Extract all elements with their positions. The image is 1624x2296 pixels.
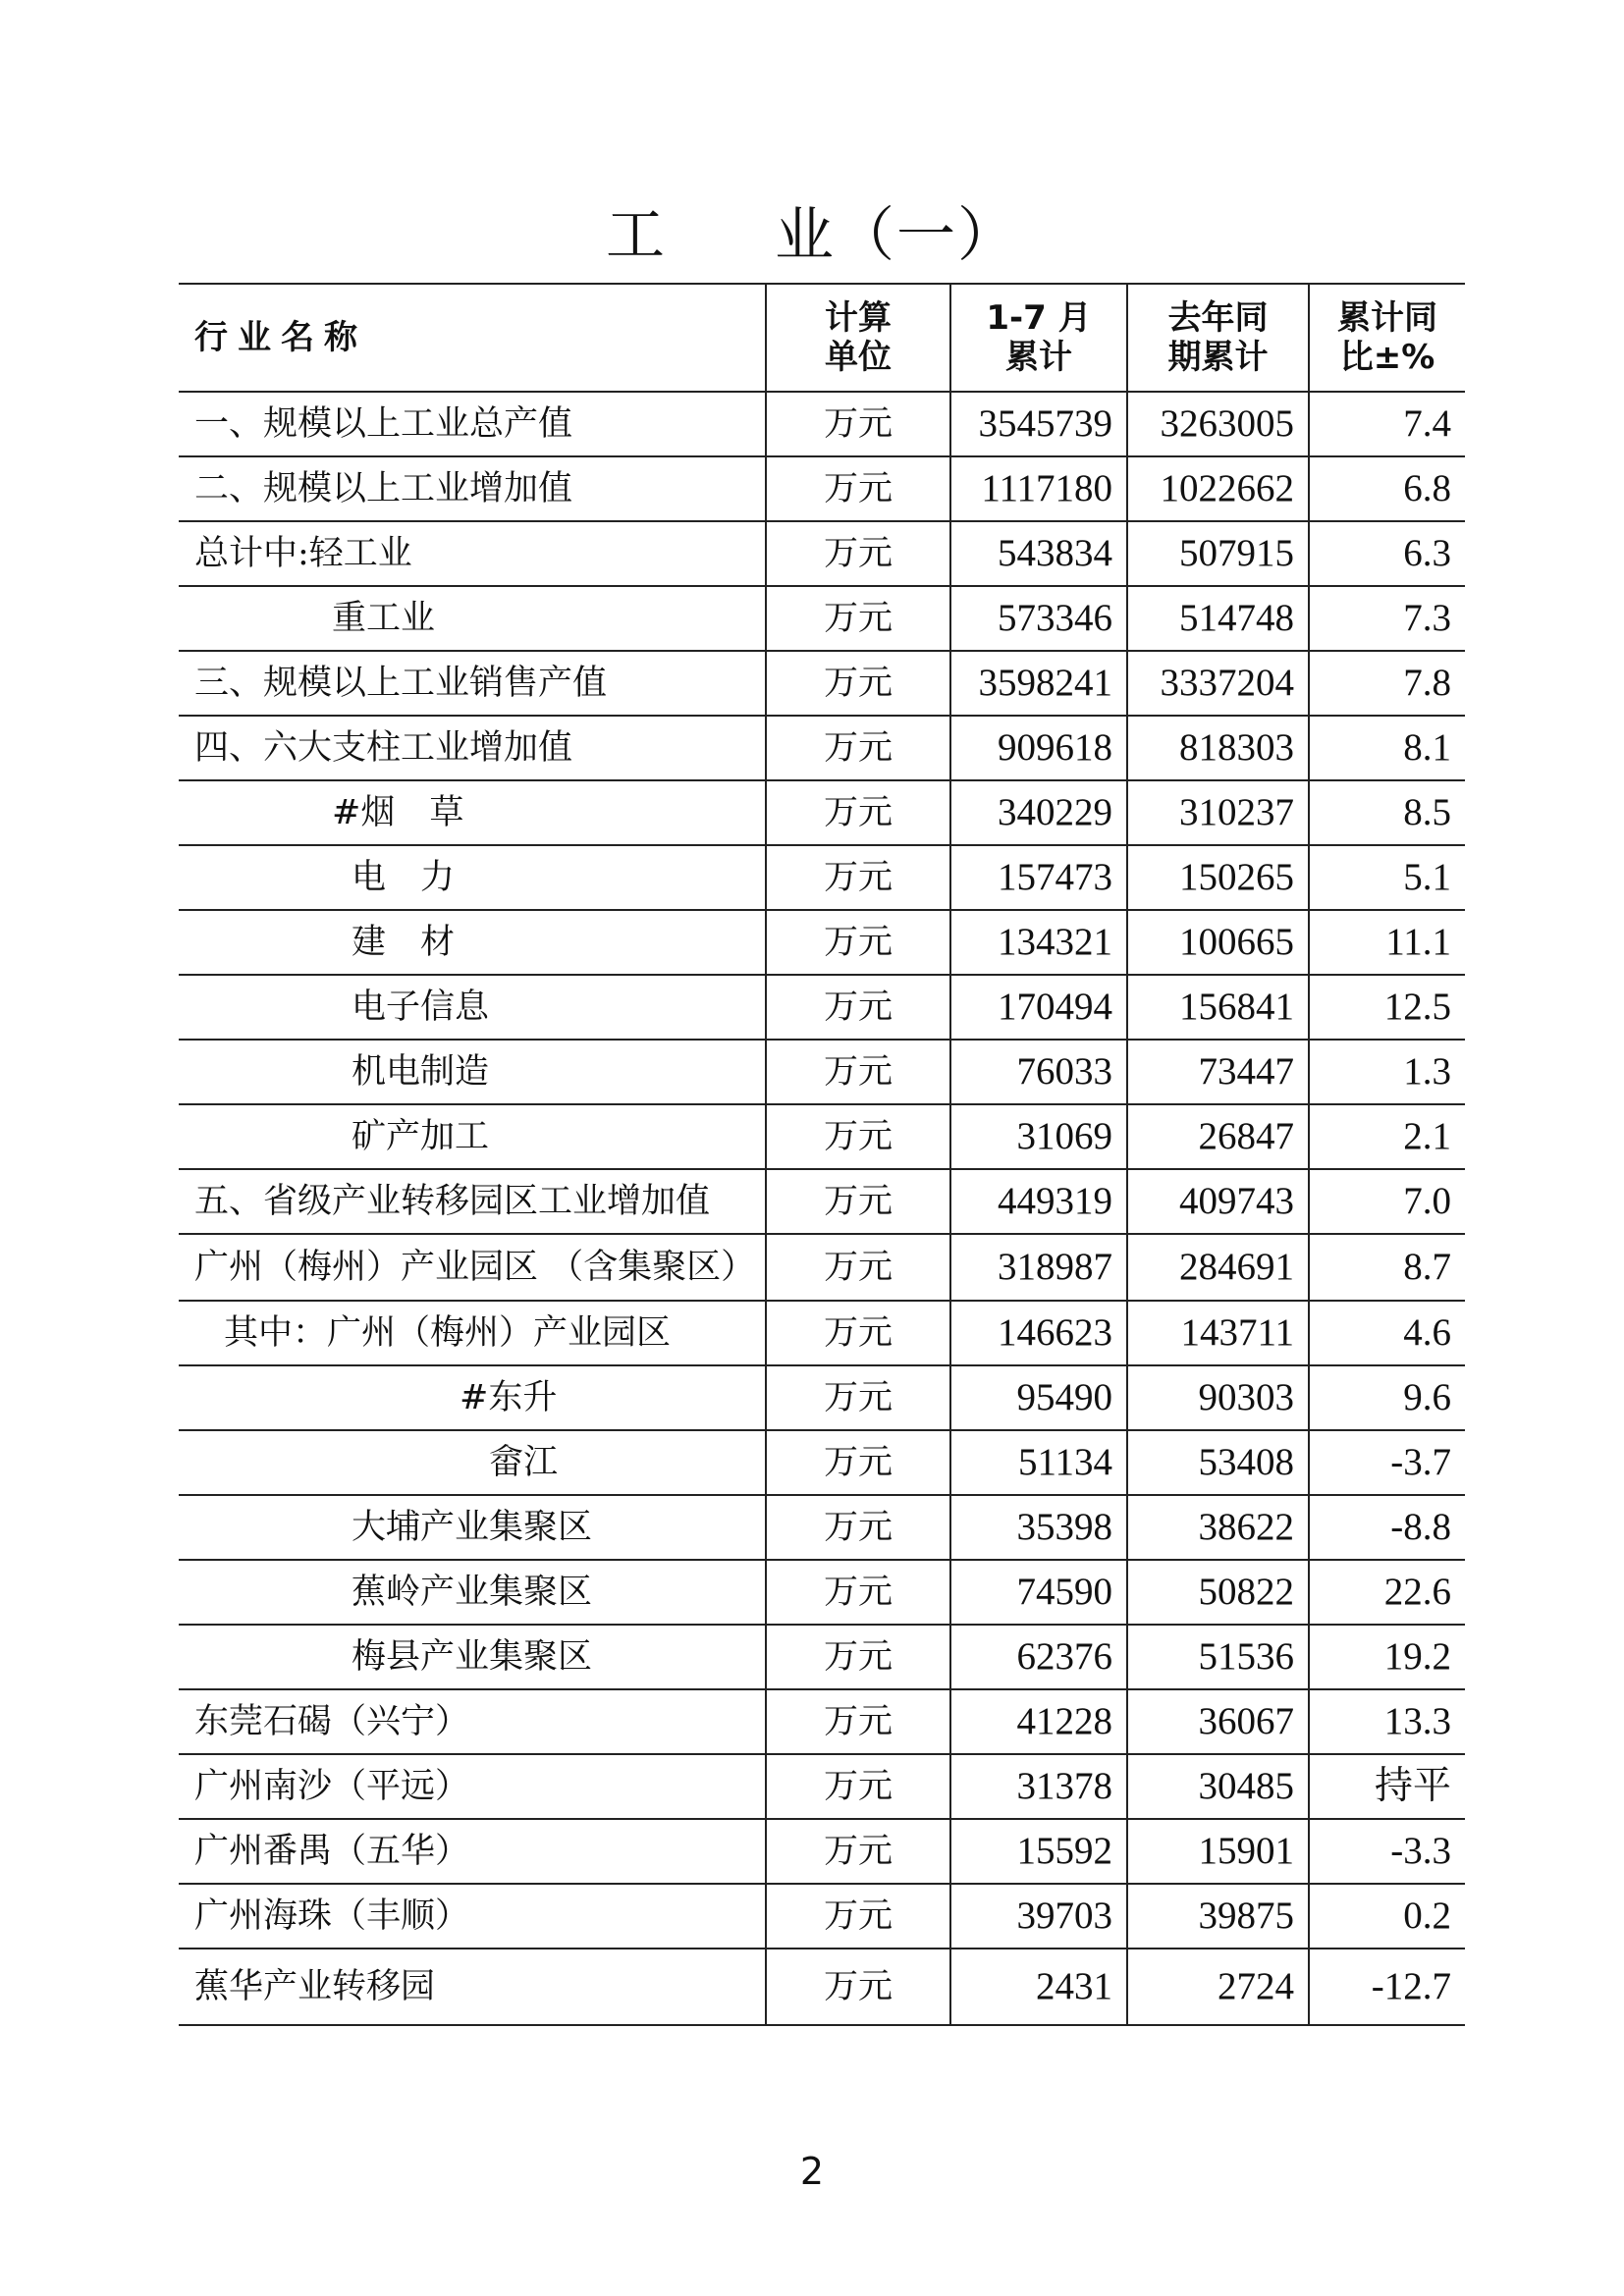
page-number: 2 [799,2150,825,2193]
row-last: 90303 [1127,1365,1309,1430]
row-cum: 3545739 [950,392,1127,456]
table-row [179,1365,1465,1430]
row-unit: 万元 [766,910,950,975]
row-pct: -12.7 [1309,1949,1465,2025]
row-cum: 76033 [950,1040,1127,1104]
row-pct: 11.1 [1309,910,1465,975]
col-header-change-pct: 累计同 比±% [1309,284,1465,392]
row-cum: 62376 [950,1625,1127,1689]
title-left: 工 [606,201,667,270]
table-row [179,910,1465,975]
row-name: 总计中:轻工业 [179,521,766,586]
table-row [179,1625,1465,1689]
row-name: 电 力 [179,845,766,910]
row-last: 73447 [1127,1040,1309,1104]
row-cum: 3598241 [950,651,1127,716]
row-last: 3337204 [1127,651,1309,716]
row-unit: 万元 [766,716,950,780]
row-unit: 万元 [766,845,950,910]
row-cum: 31069 [950,1104,1127,1169]
table-row [179,780,1465,845]
table-row [179,1754,1465,1819]
row-pct: 1.3 [1309,1040,1465,1104]
row-last: 36067 [1127,1689,1309,1754]
row-pct: 6.8 [1309,456,1465,521]
row-unit: 万元 [766,456,950,521]
row-cum: 31378 [950,1754,1127,1819]
row-last: 818303 [1127,716,1309,780]
row-pct: 8.1 [1309,716,1465,780]
col-header-unit: 计算 单位 [766,284,950,392]
row-name: 三、规模以上工业销售产值 [179,651,766,716]
row-name: 广州海珠（丰顺） [179,1884,766,1949]
row-cum: 449319 [950,1169,1127,1234]
title-right: 业（一） [775,201,1018,270]
table-row [179,651,1465,716]
row-last: 507915 [1127,521,1309,586]
table-row [179,1169,1465,1234]
row-cum: 340229 [950,780,1127,845]
row-pct: 2.1 [1309,1104,1465,1169]
table-row [179,1430,1465,1495]
row-cum: 95490 [950,1365,1127,1430]
row-unit: 万元 [766,1430,950,1495]
row-name: 电子信息 [179,975,766,1040]
row-pct: 7.4 [1309,392,1465,456]
table-row [179,975,1465,1040]
table-row [179,1689,1465,1754]
row-unit: 万元 [766,1689,950,1754]
row-last: 143711 [1127,1301,1309,1365]
row-cum: 15592 [950,1819,1127,1884]
row-last: 38622 [1127,1495,1309,1560]
row-cum: 543834 [950,521,1127,586]
row-name: 广州（梅州）产业园区 （含集聚区） [179,1234,766,1301]
row-unit: 万元 [766,1104,950,1169]
row-name: 其中：广州（梅州）产业园区 [179,1301,766,1365]
row-pct: 0.2 [1309,1884,1465,1949]
row-cum: 573346 [950,586,1127,651]
table-row [179,1884,1465,1949]
col-header-cumulative: 1-7 月 累计 [950,284,1127,392]
row-unit: 万元 [766,1884,950,1949]
row-last: 3263005 [1127,392,1309,456]
row-name: 大埔产业集聚区 [179,1495,766,1560]
row-last: 156841 [1127,975,1309,1040]
row-last: 284691 [1127,1234,1309,1301]
row-pct: 22.6 [1309,1560,1465,1625]
row-cum: 51134 [950,1430,1127,1495]
row-unit: 万元 [766,1301,950,1365]
row-unit: 万元 [766,1365,950,1430]
row-unit: 万元 [766,1819,950,1884]
row-last: 26847 [1127,1104,1309,1169]
row-pct: 13.3 [1309,1689,1465,1754]
row-cum: 2431 [950,1949,1127,2025]
row-pct: 持平 [1309,1754,1465,1819]
row-cum: 74590 [950,1560,1127,1625]
row-cum: 170494 [950,975,1127,1040]
row-name: 蕉岭产业集聚区 [179,1560,766,1625]
row-last: 15901 [1127,1819,1309,1884]
row-pct: 19.2 [1309,1625,1465,1689]
row-pct: 12.5 [1309,975,1465,1040]
row-pct: 8.5 [1309,780,1465,845]
row-pct: 5.1 [1309,845,1465,910]
row-unit: 万元 [766,1234,950,1301]
table-row [179,1495,1465,1560]
row-name: 一、规模以上工业总产值 [179,392,766,456]
row-pct: -8.8 [1309,1495,1465,1560]
table-row [179,1040,1465,1104]
row-pct: 7.3 [1309,586,1465,651]
table-row [179,1234,1465,1301]
row-last: 53408 [1127,1430,1309,1495]
row-cum: 134321 [950,910,1127,975]
table-row [179,521,1465,586]
row-last: 100665 [1127,910,1309,975]
row-unit: 万元 [766,1625,950,1689]
row-last: 51536 [1127,1625,1309,1689]
table-row [179,1301,1465,1365]
row-pct: 8.7 [1309,1234,1465,1301]
row-cum: 35398 [950,1495,1127,1560]
row-cum: 1117180 [950,456,1127,521]
table-row [179,586,1465,651]
row-unit: 万元 [766,1169,950,1234]
row-unit: 万元 [766,1040,950,1104]
row-last: 310237 [1127,780,1309,845]
row-last: 50822 [1127,1560,1309,1625]
row-unit: 万元 [766,521,950,586]
row-unit: 万元 [766,975,950,1040]
row-cum: 909618 [950,716,1127,780]
row-last: 514748 [1127,586,1309,651]
row-unit: 万元 [766,780,950,845]
row-name: 畲江 [179,1430,766,1495]
row-last: 39875 [1127,1884,1309,1949]
row-pct: -3.3 [1309,1819,1465,1884]
page-title [0,201,1624,270]
row-name: 梅县产业集聚区 [179,1625,766,1689]
row-name: 广州番禺（五华） [179,1819,766,1884]
row-name: 建 材 [179,910,766,975]
row-last: 30485 [1127,1754,1309,1819]
table-row [179,1819,1465,1884]
table-row [179,1104,1465,1169]
row-name: #烟 草 [179,780,766,845]
row-cum: 318987 [950,1234,1127,1301]
col-header-name: 行业名称 [179,284,766,392]
row-cum: 41228 [950,1689,1127,1754]
row-unit: 万元 [766,586,950,651]
industry-table [179,283,1465,2026]
table-row [179,456,1465,521]
table-header-row [179,284,1465,392]
row-name: 广州南沙（平远） [179,1754,766,1819]
row-name: 二、规模以上工业增加值 [179,456,766,521]
row-pct: 7.0 [1309,1169,1465,1234]
row-unit: 万元 [766,1754,950,1819]
row-cum: 157473 [950,845,1127,910]
row-last: 150265 [1127,845,1309,910]
table-row [179,845,1465,910]
row-pct: 6.3 [1309,521,1465,586]
row-last: 1022662 [1127,456,1309,521]
table-row [179,392,1465,456]
row-cum: 146623 [950,1301,1127,1365]
row-pct: 4.6 [1309,1301,1465,1365]
row-unit: 万元 [766,651,950,716]
table-row [179,1560,1465,1625]
row-name: 五、省级产业转移园区工业增加值 [179,1169,766,1234]
row-pct: -3.7 [1309,1430,1465,1495]
row-name: 机电制造 [179,1040,766,1104]
row-unit: 万元 [766,1495,950,1560]
table-row [179,716,1465,780]
row-name: 四、六大支柱工业增加值 [179,716,766,780]
row-cum: 39703 [950,1884,1127,1949]
row-name: 东莞石碣（兴宁） [179,1689,766,1754]
row-name: #东升 [179,1365,766,1430]
row-last: 2724 [1127,1949,1309,2025]
row-pct: 9.6 [1309,1365,1465,1430]
row-last: 409743 [1127,1169,1309,1234]
row-unit: 万元 [766,1560,950,1625]
row-pct: 7.8 [1309,651,1465,716]
row-name: 重工业 [179,586,766,651]
row-unit: 万元 [766,1949,950,2025]
row-name: 蕉华产业转移园 [179,1949,766,2025]
row-name: 矿产加工 [179,1104,766,1169]
table-row [179,1949,1465,2025]
col-header-last-year: 去年同 期累计 [1127,284,1309,392]
row-unit: 万元 [766,392,950,456]
